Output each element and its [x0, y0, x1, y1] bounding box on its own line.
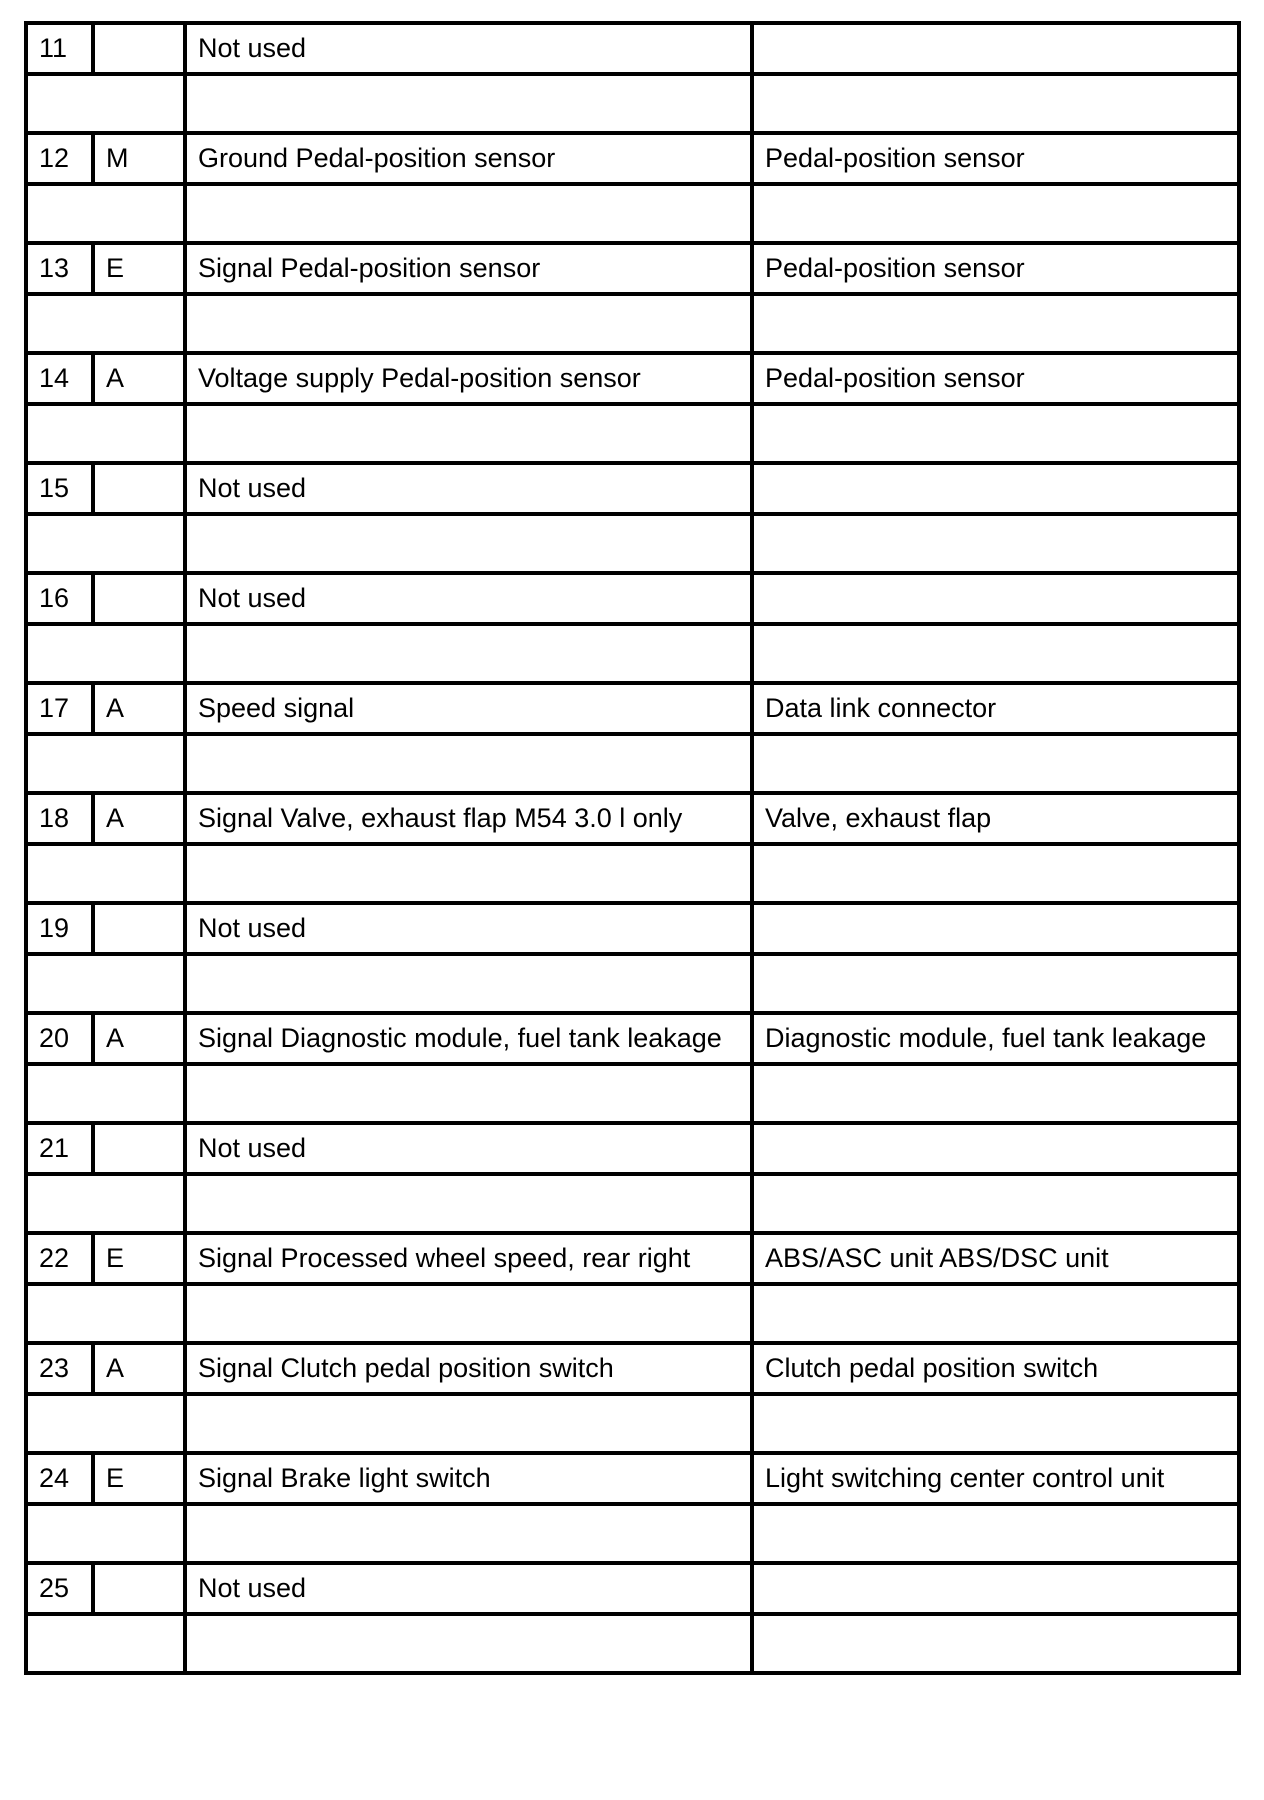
pin-number-cell: 25: [26, 1563, 93, 1614]
spacer-cell: [185, 1174, 752, 1233]
spacer-row: [26, 1614, 1239, 1673]
spacer-cell: [752, 1064, 1239, 1123]
description-cell: Signal Processed wheel speed, rear right: [185, 1233, 752, 1284]
spacer-cell: [26, 624, 185, 683]
spacer-cell: [185, 184, 752, 243]
spacer-cell: [26, 1394, 185, 1453]
spacer-cell: [185, 1614, 752, 1673]
signal-type-cell: [93, 463, 185, 514]
spacer-cell: [185, 1284, 752, 1343]
description-cell: Not used: [185, 1563, 752, 1614]
component-cell: Pedal-position sensor: [752, 353, 1239, 404]
component-cell: Valve, exhaust flap: [752, 793, 1239, 844]
component-cell: [752, 1123, 1239, 1174]
component-cell: [752, 903, 1239, 954]
pin-number-cell: 19: [26, 903, 93, 954]
pin-number-cell: 18: [26, 793, 93, 844]
spacer-cell: [752, 844, 1239, 903]
spacer-row: [26, 184, 1239, 243]
component-cell: Clutch pedal position switch: [752, 1343, 1239, 1394]
spacer-cell: [26, 844, 185, 903]
pin-number-cell: 16: [26, 573, 93, 624]
spacer-cell: [26, 404, 185, 463]
spacer-cell: [752, 184, 1239, 243]
spacer-row: [26, 624, 1239, 683]
pin-number-cell: 11: [26, 23, 93, 74]
component-cell: [752, 1563, 1239, 1614]
component-cell: Diagnostic module, fuel tank leakage: [752, 1013, 1239, 1064]
spacer-row: [26, 1284, 1239, 1343]
signal-type-cell: M: [93, 133, 185, 184]
spacer-row: [26, 1064, 1239, 1123]
description-cell: Not used: [185, 1123, 752, 1174]
signal-type-cell: [93, 1123, 185, 1174]
spacer-row: [26, 74, 1239, 133]
signal-type-cell: A: [93, 683, 185, 734]
spacer-cell: [26, 1174, 185, 1233]
pin-number-cell: 23: [26, 1343, 93, 1394]
description-cell: Ground Pedal-position sensor: [185, 133, 752, 184]
description-cell: Voltage supply Pedal-position sensor: [185, 353, 752, 404]
spacer-row: [26, 844, 1239, 903]
spacer-cell: [185, 404, 752, 463]
signal-type-cell: A: [93, 1013, 185, 1064]
spacer-row: [26, 404, 1239, 463]
pin-number-cell: 15: [26, 463, 93, 514]
pin-number-cell: 12: [26, 133, 93, 184]
description-cell: Not used: [185, 463, 752, 514]
spacer-cell: [185, 514, 752, 573]
spacer-cell: [185, 1064, 752, 1123]
signal-type-cell: [93, 1563, 185, 1614]
spacer-row: [26, 514, 1239, 573]
spacer-cell: [185, 954, 752, 1013]
spacer-cell: [752, 1174, 1239, 1233]
spacer-cell: [26, 954, 185, 1013]
spacer-cell: [752, 954, 1239, 1013]
signal-type-cell: A: [93, 353, 185, 404]
component-cell: [752, 463, 1239, 514]
pin-row: [26, 1563, 1239, 1614]
component-cell: [752, 23, 1239, 74]
pin-row: [26, 1233, 1239, 1284]
signal-type-cell: E: [93, 243, 185, 294]
spacer-cell: [26, 734, 185, 793]
pin-number-cell: 14: [26, 353, 93, 404]
pin-row: [26, 793, 1239, 844]
spacer-row: [26, 1394, 1239, 1453]
spacer-cell: [26, 74, 185, 133]
pin-row: [26, 903, 1239, 954]
description-cell: Not used: [185, 903, 752, 954]
spacer-cell: [752, 1394, 1239, 1453]
spacer-cell: [185, 294, 752, 353]
spacer-row: [26, 294, 1239, 353]
pin-row: [26, 1123, 1239, 1174]
description-cell: Not used: [185, 23, 752, 74]
component-cell: Light switching center control unit: [752, 1453, 1239, 1504]
pin-number-cell: 20: [26, 1013, 93, 1064]
spacer-cell: [185, 734, 752, 793]
spacer-cell: [185, 624, 752, 683]
pin-row: [26, 23, 1239, 74]
pin-row: [26, 1343, 1239, 1394]
spacer-cell: [185, 844, 752, 903]
pin-row: [26, 1453, 1239, 1504]
spacer-cell: [26, 1284, 185, 1343]
spacer-cell: [752, 404, 1239, 463]
spacer-cell: [26, 184, 185, 243]
spacer-cell: [752, 74, 1239, 133]
signal-type-cell: [93, 23, 185, 74]
pin-number-cell: 21: [26, 1123, 93, 1174]
pin-number-cell: 13: [26, 243, 93, 294]
component-cell: Pedal-position sensor: [752, 243, 1239, 294]
description-cell: Not used: [185, 573, 752, 624]
description-cell: Signal Brake light switch: [185, 1453, 752, 1504]
spacer-cell: [752, 1284, 1239, 1343]
component-cell: [752, 573, 1239, 624]
spacer-row: [26, 1174, 1239, 1233]
description-cell: Speed signal: [185, 683, 752, 734]
pin-assignment-body: [26, 23, 1239, 1673]
pin-assignment-table: [24, 21, 1241, 1675]
spacer-cell: [185, 74, 752, 133]
description-cell: Signal Diagnostic module, fuel tank leakage: [185, 1013, 752, 1064]
spacer-cell: [185, 1394, 752, 1453]
pin-row: [26, 463, 1239, 514]
spacer-cell: [26, 1064, 185, 1123]
pin-row: [26, 573, 1239, 624]
component-cell: Data link connector: [752, 683, 1239, 734]
spacer-cell: [26, 1504, 185, 1563]
description-cell: Signal Clutch pedal position switch: [185, 1343, 752, 1394]
pin-number-cell: 22: [26, 1233, 93, 1284]
description-cell: Signal Pedal-position sensor: [185, 243, 752, 294]
spacer-row: [26, 954, 1239, 1013]
pin-row: [26, 683, 1239, 734]
pin-row: [26, 243, 1239, 294]
spacer-cell: [26, 294, 185, 353]
pin-row: [26, 353, 1239, 404]
signal-type-cell: [93, 573, 185, 624]
component-cell: Pedal-position sensor: [752, 133, 1239, 184]
spacer-cell: [752, 294, 1239, 353]
signal-type-cell: [93, 903, 185, 954]
spacer-cell: [752, 514, 1239, 573]
spacer-row: [26, 1504, 1239, 1563]
component-cell: ABS/ASC unit ABS/DSC unit: [752, 1233, 1239, 1284]
spacer-cell: [26, 514, 185, 573]
pin-row: [26, 133, 1239, 184]
signal-type-cell: A: [93, 793, 185, 844]
pin-row: [26, 1013, 1239, 1064]
spacer-cell: [185, 1504, 752, 1563]
spacer-row: [26, 734, 1239, 793]
spacer-cell: [752, 624, 1239, 683]
spacer-cell: [752, 1504, 1239, 1563]
description-cell: Signal Valve, exhaust flap M54 3.0 l only: [185, 793, 752, 844]
spacer-cell: [26, 1614, 185, 1673]
signal-type-cell: E: [93, 1233, 185, 1284]
pin-number-cell: 24: [26, 1453, 93, 1504]
signal-type-cell: A: [93, 1343, 185, 1394]
spacer-cell: [752, 734, 1239, 793]
pin-number-cell: 17: [26, 683, 93, 734]
spacer-cell: [752, 1614, 1239, 1673]
signal-type-cell: E: [93, 1453, 185, 1504]
